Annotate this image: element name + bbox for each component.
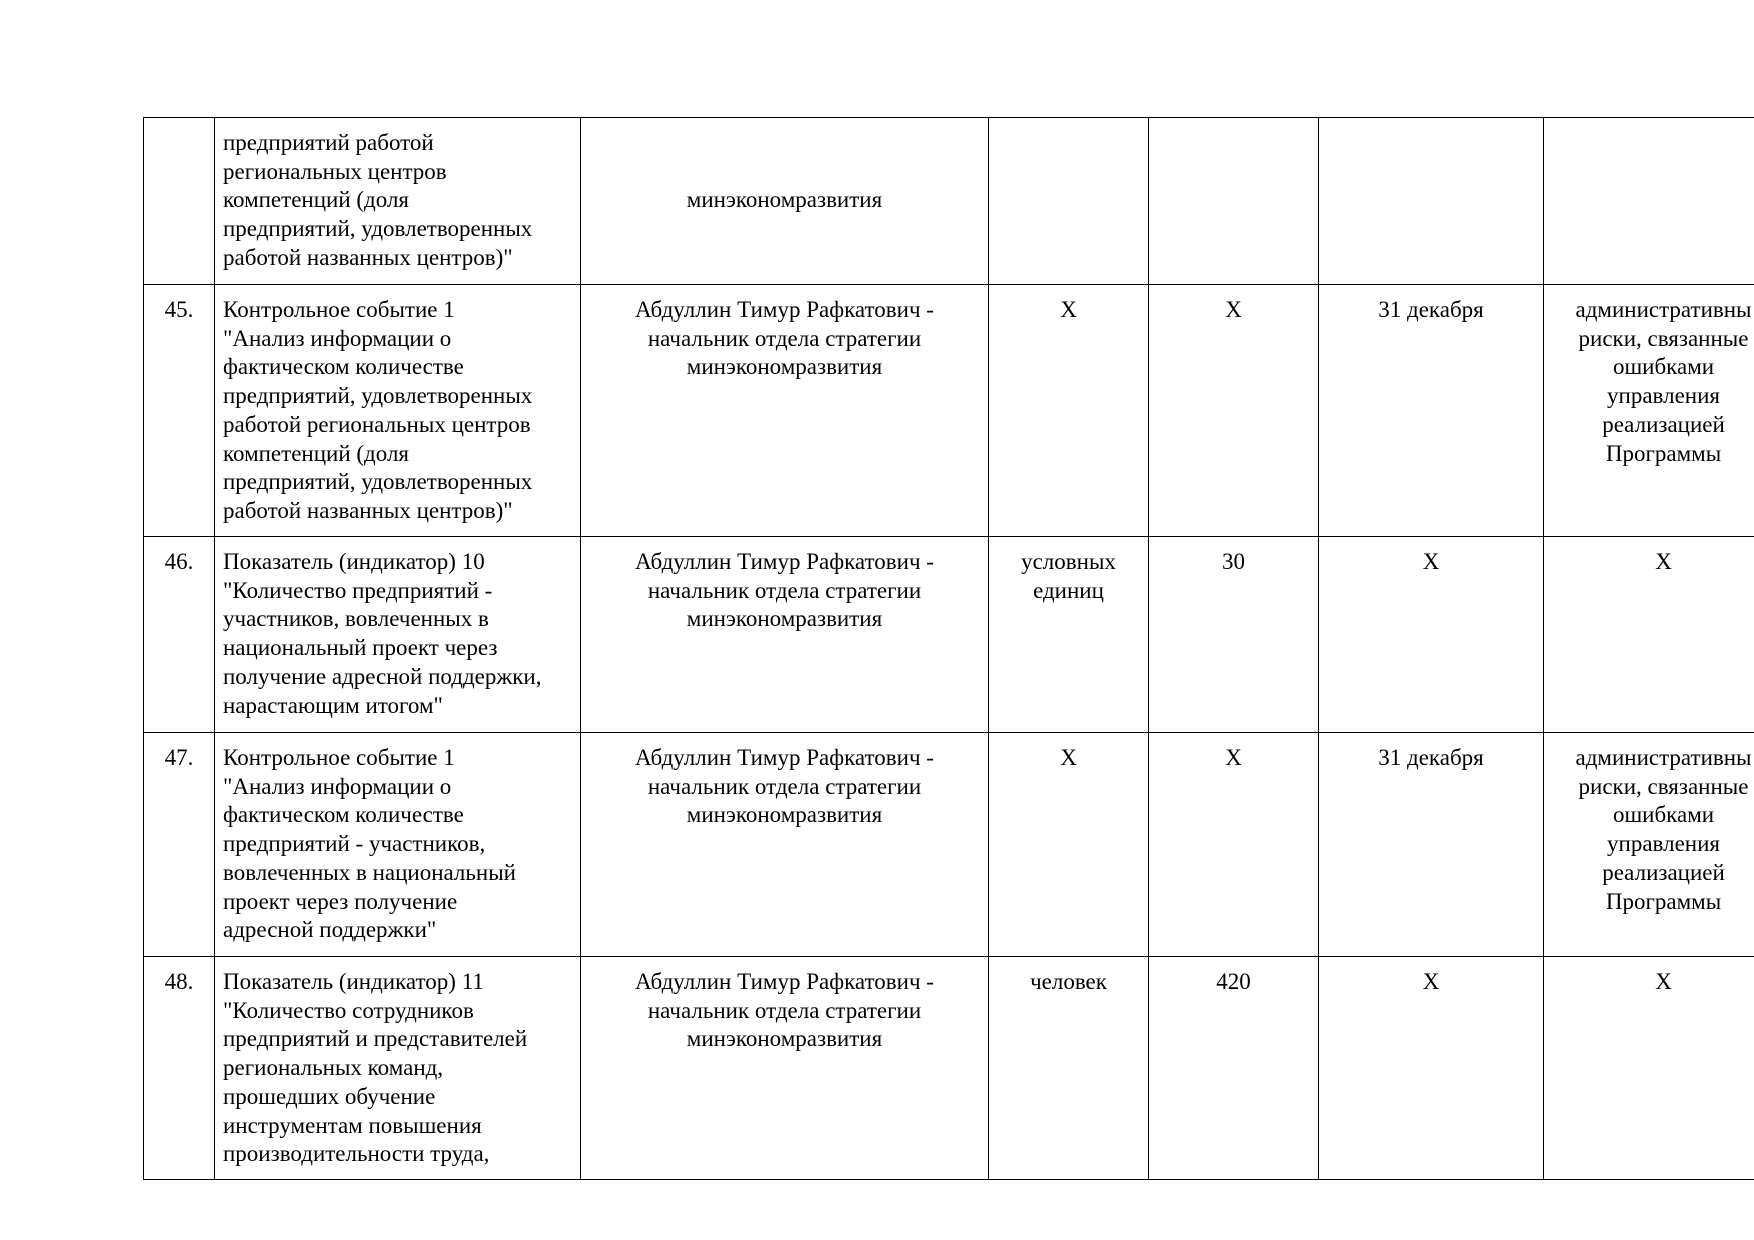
- cell-text-line: Программы: [1605, 888, 1722, 914]
- cell-text-line: реализацией: [1602, 859, 1725, 885]
- unit-of-measure: [989, 733, 1149, 957]
- target-value: Х: [1149, 733, 1319, 957]
- program-table: [143, 117, 1754, 1180]
- indicator-name: [215, 118, 581, 285]
- unit-of-measure: [989, 957, 1149, 1180]
- risk-description: [1544, 118, 1754, 285]
- cell-text-line: предприятий, удовлетворенных: [223, 216, 533, 242]
- cell-text-line: Показатель (индикатор) 11: [223, 969, 484, 994]
- cell-text-line: предприятий работой: [223, 130, 434, 155]
- cell-text-line: Контрольное событие 1: [223, 745, 455, 770]
- deadline-date: Х: [1319, 537, 1544, 733]
- cell-text-line: человек: [1030, 969, 1107, 994]
- cell-text-line: Показатель (индикатор) 10: [223, 549, 485, 574]
- risk-description: [1544, 957, 1754, 1180]
- row-number: 45.: [144, 285, 215, 537]
- cell-text-line: реализацией: [1602, 411, 1725, 437]
- cell-text-line: Абдуллин Тимур Рафкатович -: [635, 745, 934, 770]
- indicator-name: [215, 957, 581, 1180]
- cell-text-line: работой названных центров)": [223, 497, 513, 523]
- cell-text-line: минэкономразвития: [686, 606, 883, 632]
- unit-of-measure: [989, 285, 1149, 537]
- cell-text-line: минэкономразвития: [686, 1026, 883, 1052]
- cell-text-line: начальник отдела стратегии: [647, 325, 922, 351]
- cell-text-line: единиц: [1033, 577, 1104, 603]
- cell-text-line: минэкономразвития: [686, 187, 883, 213]
- cell-text-line: региональных команд,: [223, 1055, 444, 1081]
- cell-text-line: вовлеченных в национальный: [223, 859, 516, 885]
- cell-text-line: Программы: [1605, 440, 1722, 466]
- row-number: 46.: [144, 537, 215, 733]
- cell-text-line: начальник отдела стратегии: [647, 773, 922, 799]
- table-row: [144, 537, 1754, 733]
- cell-text-line: "Анализ информации о: [223, 773, 452, 799]
- deadline-date: 31 декабря: [1319, 285, 1544, 537]
- cell-text-line: прошедших обучение: [223, 1083, 436, 1109]
- cell-text-line: Х: [1060, 297, 1077, 322]
- cell-text-line: ошибками: [1612, 802, 1715, 828]
- responsible-person: [581, 118, 989, 285]
- unit-of-measure: [989, 118, 1149, 285]
- cell-text-line: фактическом количестве: [223, 802, 464, 828]
- table-row: [144, 118, 1754, 285]
- cell-text-line: Х: [1060, 745, 1077, 770]
- row-number: 47.: [144, 733, 215, 957]
- cell-text-line: Х: [1655, 549, 1672, 574]
- deadline-date: 31 декабря: [1319, 733, 1544, 957]
- cell-text-line: получение адресной поддержки,: [223, 663, 542, 689]
- cell-text-line: проект через получение: [223, 888, 458, 914]
- responsible-person: [581, 957, 989, 1180]
- cell-text-line: национальный проект через: [223, 635, 498, 661]
- cell-text-line: нарастающим итогом": [223, 692, 443, 718]
- cell-text-line: [589, 158, 980, 187]
- cell-text-line: условных: [1021, 549, 1116, 574]
- cell-text-line: риски, связанные: [1578, 773, 1749, 799]
- cell-text-line: предприятий, удовлетворенных: [223, 383, 533, 409]
- table-row: [144, 733, 1754, 957]
- indicator-name: [215, 733, 581, 957]
- indicator-name: [215, 285, 581, 537]
- unit-of-measure: [989, 537, 1149, 733]
- cell-text-line: адресной поддержки": [223, 917, 437, 943]
- table-row: [144, 285, 1754, 537]
- risk-description: [1544, 733, 1754, 957]
- row-number: [144, 118, 215, 285]
- cell-text-line: компетенций (доля: [223, 187, 409, 213]
- risk-description: [1544, 537, 1754, 733]
- cell-text-line: предприятий и представителей: [223, 1026, 528, 1052]
- responsible-person: [581, 537, 989, 733]
- target-value: [1149, 118, 1319, 285]
- cell-text-line: фактическом количестве: [223, 354, 464, 380]
- cell-text-line: производительности труда,: [223, 1141, 490, 1167]
- cell-text-line: минэкономразвития: [686, 802, 883, 828]
- cell-text-line: минэкономразвития: [686, 354, 883, 380]
- cell-text-line: начальник отдела стратегии: [647, 577, 922, 603]
- cell-text-line: Абдуллин Тимур Рафкатович -: [635, 969, 934, 994]
- cell-text-line: инструментам повышения: [223, 1112, 482, 1138]
- cell-text-line: Х: [1655, 969, 1672, 994]
- cell-text-line: ошибками: [1612, 354, 1715, 380]
- row-number: 48.: [144, 957, 215, 1180]
- cell-text-line: административны: [1575, 297, 1752, 322]
- target-value: 30: [1149, 537, 1319, 733]
- table-row: [144, 957, 1754, 1180]
- cell-text-line: [589, 129, 980, 158]
- deadline-date: Х: [1319, 957, 1544, 1180]
- cell-text-line: Абдуллин Тимур Рафкатович -: [635, 549, 934, 574]
- cell-text-line: управления: [1607, 383, 1720, 409]
- cell-text-line: риски, связанные: [1578, 325, 1749, 351]
- cell-text-line: "Количество сотрудников: [223, 997, 474, 1023]
- responsible-person: [581, 285, 989, 537]
- cell-text-line: предприятий, удовлетворенных: [223, 469, 533, 495]
- cell-text-line: управления: [1607, 831, 1720, 857]
- cell-text-line: предприятий - участников,: [223, 831, 486, 857]
- cell-text-line: компетенций (доля: [223, 440, 409, 466]
- cell-text-line: работой названных центров)": [223, 244, 513, 270]
- responsible-person: [581, 733, 989, 957]
- cell-text-line: работой региональных центров: [223, 411, 531, 437]
- cell-text-line: начальник отдела стратегии: [647, 997, 922, 1023]
- cell-text-line: Абдуллин Тимур Рафкатович -: [635, 297, 934, 322]
- cell-text-line: Контрольное событие 1: [223, 297, 455, 322]
- deadline-date: [1319, 118, 1544, 285]
- risk-description: [1544, 285, 1754, 537]
- cell-text-line: административны: [1575, 745, 1752, 770]
- table-body: [144, 118, 1754, 1180]
- target-value: 420: [1149, 957, 1319, 1180]
- target-value: Х: [1149, 285, 1319, 537]
- cell-text-line: участников, вовлеченных в: [223, 606, 489, 632]
- indicator-name: [215, 537, 581, 733]
- cell-text-line: "Анализ информации о: [223, 325, 452, 351]
- cell-text-line: "Количество предприятий -: [223, 577, 493, 603]
- cell-text-line: региональных центров: [223, 158, 447, 184]
